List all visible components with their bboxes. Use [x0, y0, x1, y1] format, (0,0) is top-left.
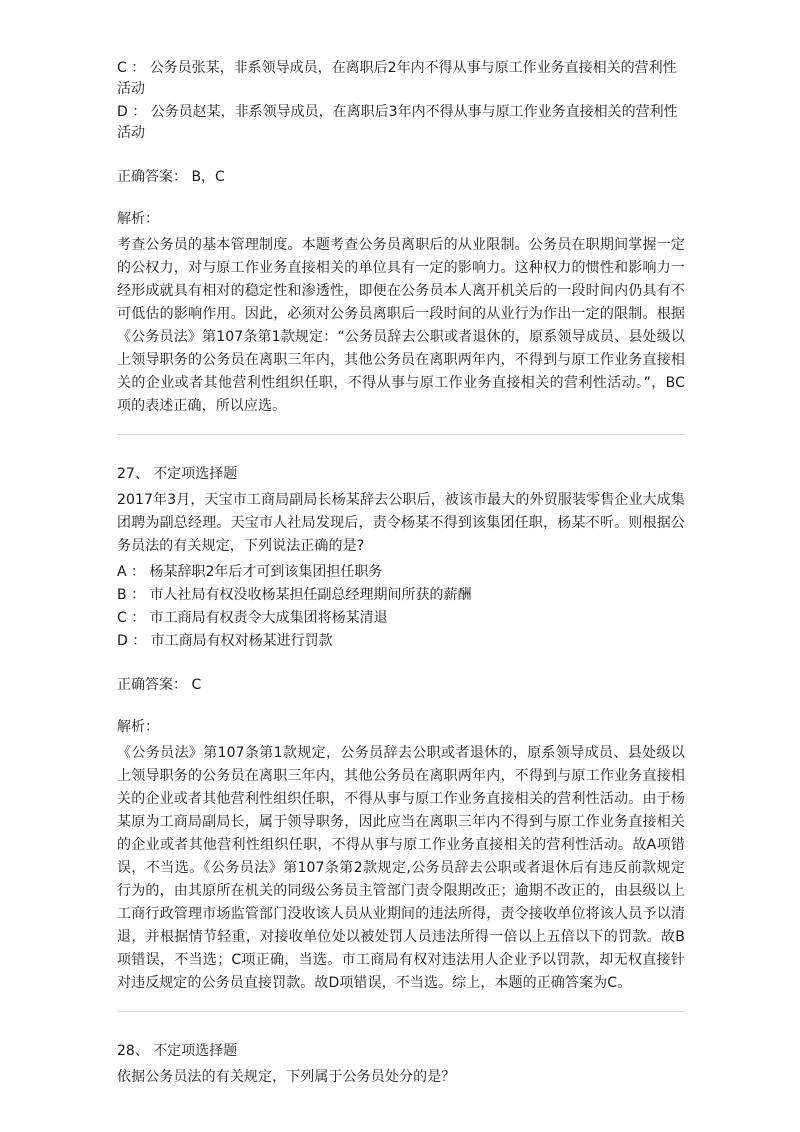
- document-page: [117, 58, 685, 1089]
- question-number: 27: [117, 466, 135, 482]
- question-header: [117, 463, 685, 485]
- divider: [117, 1011, 685, 1012]
- question-header: [117, 1040, 685, 1062]
- option-d: D ： 公务员赵某，非系领导成员，在离职后3年内不得从事与原工作业务直接相关的营利性活动: [117, 104, 678, 141]
- analysis-label: 解析：: [117, 719, 159, 735]
- divider: [117, 434, 685, 435]
- question-type: 、 不定项选择题: [134, 1043, 238, 1059]
- answer-label: 正确答案：: [117, 169, 187, 185]
- answer-label: 正确答案：: [117, 677, 187, 693]
- analysis-text: 《公务员法》第107条第1款规定，公务员辞去公职或者退休的，原系领导成员、县处级以上领导职务的公务员在离职三年内，其他公务员在离职两年内，不得到与原工作业务直接相关的企业或者其他营利性组织任职，不得从事与原工作业务直接相关的营利性活动。由于杨某原为工商局副局长，属于领导职务，因此应当在离职三年内不得到与原工作业务直接相关的企业或者其他营利性组织任职，不得从事与原工作业务直接相关的营利性活动。故A项错误，不当选。《公务员法》第107条第2款规定,公务员辞去公职或者退休后有违反前款规定行为的，由其原所在机关的同级公务员主管部门责令限期改正；逾期不改正的，由县级以上工商行政管理市场监管部门没收该人员从业期间的违法所得，责令接收单位将该人员予以清退，并根据情节轻重，对接收单位处以被处罚人员违法所得一倍以上五倍以下的罚款。故B项错误，不当选；C项正确，当选。市工商局有权对违法用人企业予以罚款，却无权直接针对违反规定的公务员直接罚款。故D项错误，不当选。综上，本题的正确答案为C。: [117, 745, 685, 991]
- question-number: 28: [117, 1043, 135, 1059]
- answer-line: [117, 674, 685, 696]
- option-d: D ： 市工商局有权对杨某进行罚款: [117, 633, 333, 649]
- answer-value: B，C: [191, 169, 225, 185]
- answer-value: C: [191, 677, 202, 693]
- question-stem: 依据公务员法的有关规定，下列属于公务员处分的是？: [117, 1069, 456, 1085]
- answer-line: [117, 166, 685, 188]
- option-c: C ： 市工商局有权责令大成集团将杨某清退: [117, 610, 388, 626]
- analysis-label: 解析：: [117, 211, 159, 227]
- option-b: B ： 市人社局有权没收杨某担任副总经理期间所获的薪酬: [117, 587, 472, 603]
- option-a: A ： 杨某辞职2年后才可到该集团担任职务: [117, 564, 383, 580]
- option-c: C ： 公务员张某，非系领导成员，在离职后2年内不得从事与原工作业务直接相关的营利性活动: [117, 60, 677, 97]
- question-type: 、 不定项选择题: [134, 466, 238, 482]
- question-stem: 2017年3月，天宝市工商局副局长杨某辞去公职后，被该市最大的外贸服装零售企业大成集团聘为副总经理。天宝市人社局发现后，责令杨某不得到该集团任职，杨某不听。则根据公务员法的有关规定，下列说法正确的是?: [117, 492, 685, 554]
- analysis-text: 考查公务员的基本管理制度。本题考查公务员离职后的从业限制。公务员在职期间掌握一定的公权力，对与原工作业务直接相关的单位具有一定的影响力。这种权力的惯性和影响力一经形成就具有相对的稳定性和渗透性，即便在公务员本人离开机关后的一段时间内仍具有不可低估的影响作用。因此，必须对公务员离职后一段时间的从业行为作出一定的限制。根据《公务员法》第107条第1款规定：“公务员辞去公职或者退休的，原系领导成员、县处级以上领导职务的公务员在离职三年内，其他公务员在离职两年内，不得到与原工作业务直接相关的企业或者其他营利性组织任职，不得从事与原工作业务直接相关的营利性活动。”，BC项的表述正确，所以应选。: [117, 237, 685, 414]
